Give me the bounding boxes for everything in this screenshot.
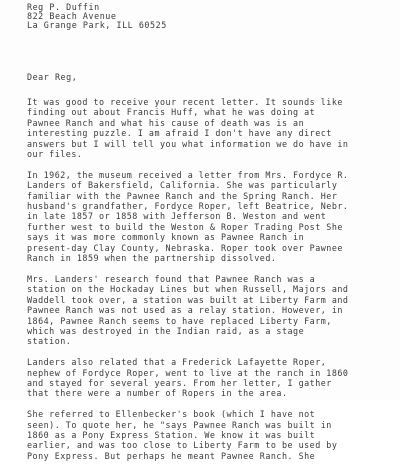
text-line: 1860 as a Pony Express Station. We know it was built xyxy=(27,429,316,440)
recipient-name: Reg P. Duffin xyxy=(27,2,100,12)
text-line: station on the Hockaday Lines but when Russell, Majors and xyxy=(27,284,349,295)
text-line: that there were a number of Ropers in the area. xyxy=(27,388,288,399)
text-line: Ranch in 1859 when the partnership dissolved. xyxy=(27,253,277,264)
text-line: Landers of Bakersfield, California. She was particularly xyxy=(27,180,338,191)
recipient-street: 822 Beach Avenue xyxy=(27,11,117,22)
text-line: Pawnee Ranch was not used as a relay station. However, in xyxy=(27,305,343,316)
text-line: It was good to receive your recent letter. It sounds like xyxy=(27,97,343,107)
paragraph-1 xyxy=(27,97,377,159)
letter-body xyxy=(27,97,377,472)
text-line: Mrs. Landers' research found that Pawnee Ranch was a xyxy=(27,273,316,284)
text-line: interesting puzzle. I am afraid I don't have any direct xyxy=(27,128,332,139)
text-line: present-day Clay County, Nebraska. Roper took over Pawnee xyxy=(27,242,343,253)
paragraph-4 xyxy=(27,357,377,399)
paragraph-3 xyxy=(27,274,377,347)
text-line: in late 1857 or 1858 with Jefferson B. Weston and went xyxy=(27,211,327,222)
text-line: In 1962, the museum received a letter from Mrs. Fordyce R. xyxy=(27,169,349,180)
text-line: She referred to Ellenbecker's book (which I have not xyxy=(27,409,316,420)
text-line: Waddell took over, a station was built at Liberty Farm and xyxy=(27,294,349,305)
text-line: says it was more commonly known as Pawnee Ranch in xyxy=(27,232,305,243)
text-line: station. xyxy=(27,336,72,347)
text-line: finding out about Francis Huff, what he was doing at xyxy=(27,107,316,118)
text-line: seen). To quote her, he "says Pawnee Ranch was built in xyxy=(27,419,332,430)
text-line: further west to build the Weston & Roper Trading Post She xyxy=(27,221,343,232)
text-line: Pawnee Ranch and what his cause of death was is an xyxy=(27,117,305,128)
text-line: earlier, and was too close to Liberty Farm to be used by xyxy=(27,440,338,451)
text-line: Landers also related that a Frederick Lafayette Roper, xyxy=(27,357,327,368)
text-line: nephew of Fordyce Roper, went to live at the ranch in 1860 xyxy=(27,367,349,378)
text-line: our files. xyxy=(27,149,83,160)
text-line: familiar with the Pawnee Ranch and the Spring Ranch. Her xyxy=(27,190,338,201)
recipient-address xyxy=(27,3,167,31)
salutation: Dear Reg, xyxy=(27,72,78,82)
text-line: Pony Express. But perhaps he meant Pawnee Ranch. She xyxy=(27,450,316,461)
recipient-city: La Grange Park, ILL 60525 xyxy=(27,20,167,31)
text-line: and stayed for several years. From her letter, I gather xyxy=(27,377,332,388)
paragraph-2 xyxy=(27,170,377,264)
text-line: answers but I will tell you what information we do have in xyxy=(27,138,349,149)
paragraph-5 xyxy=(27,409,377,461)
text-line: 1864, Pawnee Ranch seems to have replaced Liberty Farm, xyxy=(27,315,332,326)
text-line: husband's grandfather, Fordyce Roper, left Beatrice, Nebr. xyxy=(27,201,349,212)
text-line: which was destroyed in the Indian raid, as a stage xyxy=(27,325,305,336)
